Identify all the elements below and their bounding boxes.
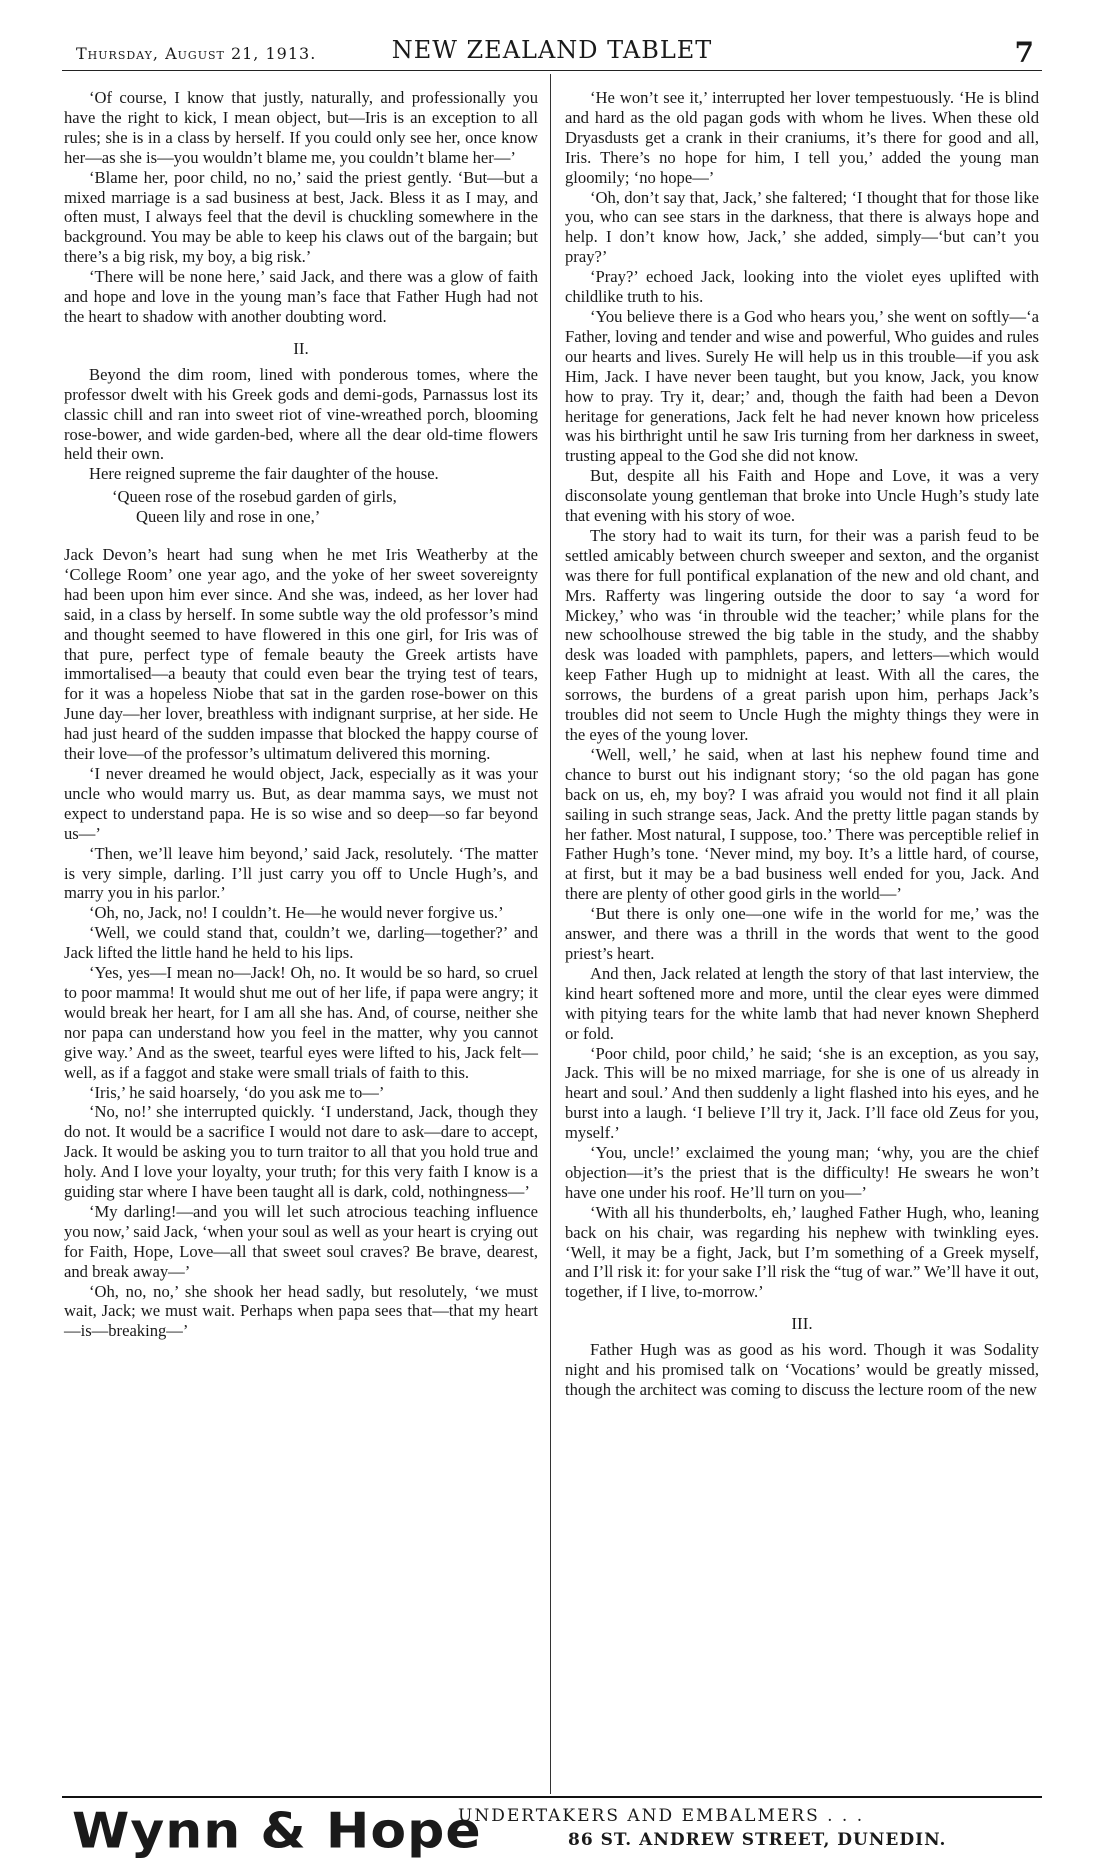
- paragraph: ‘I never dreamed he would object, Jack, especially as it was your uncle who would marry us. But, as dear mamma says, we must not expect to understand papa. He is so wise and so deep—so far beyond us—’: [64, 764, 538, 843]
- issue-date: Thursday, August 21, 1913.: [76, 44, 317, 63]
- paragraph: ‘Blame her, poor child, no no,’ said the priest gently. ‘But—but a mixed marriage is a sad business at best, Jack. Bless it as I may, and often must, I always feel that the devil is chuckling somewhere in the background. You may be able to keep his claws out of the bargain; but there’s a big risk, my boy, a big risk.’: [64, 167, 538, 267]
- paragraph: ‘No, no!’ she interrupted quickly. ‘I understand, Jack, though they do not. It would be a sacrifice I would not dare to ask—dare to accept, Jack. It would be asking you to turn traitor to all that you hold true and holy. And I love your loyalty, your truth; for this very faith I know is a guiding star where I have been taught all is dark, cold, nothingness—’: [64, 1102, 538, 1202]
- paragraph: The story had to wait its turn, for their was a parish feud to be settled amicably between church sweeper and sexton, and the organist was there for full pontifical explanation of the new and old chant, and Mrs. Rafferty was lingering outside the door to say ‘a word for Mickey,’ who was ‘in throuble wid the teacher;’ while plans for the new schoolhouse strewed the big table in the study, and the shabby desk was loaded with pamphlets, papers, and letters—which would keep Father Hugh up to midnight at least. With all the cares, the sorrows, the burdens of a great parish upon him, perhaps Jack’s troubles did not seem to Uncle Hugh the mighty things they were in the eyes of the young lover.: [565, 525, 1039, 744]
- paragraph: Father Hugh was as good as his word. Though it was Sodality night and his promised talk on ‘Vocations’ would be greatly missed, though the architect was coming to discuss the lecture room of the new: [565, 1340, 1039, 1399]
- section-heading: II.: [293, 338, 309, 358]
- advertiser-services: UNDERTAKERS AND EMBALMERS . . .: [458, 1806, 865, 1826]
- paragraph: But, despite all his Faith and Hope and Love, it was a very disconsolate young gentleman that broke into Uncle Hugh’s study late that evening with his story of woe.: [565, 466, 1039, 526]
- right-column: [565, 88, 1039, 1788]
- header-rule: [62, 70, 1042, 71]
- left-column: [64, 88, 538, 1788]
- section-heading: III.: [791, 1314, 813, 1334]
- paragraph: ‘Oh, don’t say that, Jack,’ she faltered; ‘I thought that for those like you, who can see stars in the darkness, that there is always hope and help. I don’t know how, Jack,’ she added, simply—‘but can’t you pray?’: [565, 187, 1039, 267]
- verse-line: Queen lily and rose in one,’: [136, 507, 321, 527]
- paragraph: And then, Jack related at length the story of that last interview, the kind heart softened more and more, until the clear eyes were dimmed with pitying tears for the white lamb that had never known Shepherd or fold.: [565, 963, 1039, 1043]
- paragraph: ‘Well, we could stand that, couldn’t we, darling—together?’ and Jack lifted the little hand he held to his lips.: [64, 923, 538, 963]
- verse-line: ‘Queen rose of the rosebud garden of girls,: [112, 487, 397, 507]
- paragraph: Here reigned supreme the fair daughter of the house.: [89, 464, 439, 484]
- page-number: 7: [1014, 36, 1034, 69]
- advertiser-address: 86 ST. ANDREW STREET, DUNEDIN.: [568, 1830, 947, 1850]
- verse-quote: [112, 487, 538, 527]
- paragraph: ‘Then, we’ll leave him beyond,’ said Jack, resolutely. ‘The matter is very simple, darling. I’ll just carry you off to Uncle Hugh’s, and marry you in his parlor.’: [64, 843, 538, 903]
- paragraph: ‘With all his thunderbolts, eh,’ laughed Father Hugh, who, leaning back on his chair, was regarding his nephew with twinkling eyes. ‘Well, it may be a fight, Jack, but I’m something of a Greek myself, and I’ll risk it: for your sake I’ll risk the “tug of war.” We’ll have it out, together, if I live, to-morrow.’: [565, 1202, 1039, 1302]
- paragraph: Beyond the dim room, lined with ponderous tomes, where the professor dwelt with his Greek gods and demi-gods, Parnassus lost its classic chill and ran into sweet riot of vine-wreathed porch, blooming rose-bower, and wide garden-bed, where all the dear old-time flowers held their own.: [64, 364, 538, 464]
- footer-rule: [62, 1796, 1042, 1798]
- paragraph: ‘There will be none here,’ said Jack, and there was a glow of faith and hope and love in the young man’s face that Father Hugh had not the heart to shadow with another doubting word.: [64, 267, 538, 326]
- page-header: [62, 36, 1042, 69]
- paragraph: ‘Oh, no, Jack, no! I couldn’t. He—he would never forgive us.’: [89, 903, 504, 923]
- paragraph: ‘Oh, no, no,’ she shook her head sadly, but resolutely, ‘we must wait, Jack; we must wait. Perhaps when papa sees that—that my heart—is—breaking—’: [64, 1281, 538, 1341]
- paragraph: ‘You believe there is a God who hears you,’ she went on softly—‘a Father, loving and tender and wise and powerful, Who guides and rules our hearts and lives. Surely He will help us in this trouble—if you ask Him, Jack. I have never been taught, but you know, Jack, you know how to pray. Try it, dear;’ and, though the faith had been a Devon heritage for generations, Jack felt he had never known how priceless was his birthright until he saw Iris turning from her darkness in sweet, trusting appeal to the God she did not know.: [565, 306, 1039, 466]
- newspaper-title: NEW ZEALAND TABLET: [391, 36, 713, 64]
- advertiser-logo: Wynn & Hope: [72, 1803, 482, 1861]
- paragraph: ‘My darling!—and you will let such atrocious teaching influence you now,’ said Jack, ‘when your soul as well as your heart is crying out for Faith, Hope, Love—all that sweet soul craves? Be brave, dearest, and break away—’: [64, 1201, 538, 1281]
- paragraph: ‘Pray?’ echoed Jack, looking into the violet eyes uplifted with childlike truth to his.: [565, 267, 1039, 307]
- paragraph: ‘He won’t see it,’ interrupted her lover tempestuously. ‘He is blind and hard as the old pagan gods with whom he lives. When these old Dryasdusts get a crank in their craniums, it’s there for good and all, Iris. There’s no hope for him, I tell you,’ added the young man gloomily; ‘no hope—’: [565, 88, 1039, 187]
- column-divider: [550, 74, 551, 1794]
- paragraph: ‘But there is only one—one wife in the world for me,’ was the answer, and there was a thrill in the words that went to the good priest’s heart.: [565, 904, 1039, 963]
- advertisement-banner: [62, 1802, 1042, 1864]
- paragraph: ‘Of course, I know that justly, naturally, and professionally you have the right to kick, I mean object, but—Iris is an exception to all rules; she is in a class by herself. If you could only see her, once know her—as she is—you wouldn’t blame me, you couldn’t blame her—’: [64, 88, 538, 167]
- paragraph: ‘Iris,’ he said hoarsely, ‘do you ask me to—’: [89, 1082, 385, 1102]
- paragraph: ‘Well, well,’ he said, when at last his nephew found time and chance to burst out his indignant story; ‘so the old pagan has gone back on us, eh, my boy? I was afraid you would not find it all plain sailing in such strange seas, Jack. And the pretty little pagan stands by her father. Most natural, I suppose, too.’ There was perceptible relief in Father Hugh’s tone. ‘Never mind, my boy. It’s a little hard, of course, at first, but it may be a bad business well ended for you, Jack. And there are plenty of other good girls in the world—’: [565, 744, 1039, 904]
- paragraph: ‘Poor child, poor child,’ he said; ‘she is an exception, as you say, Jack. This will be no mixed marriage, for she is one of us already in heart and soul.’ And then suddenly a light flashed into his eyes, and he burst into a laugh. ‘I believe I’ll try it, Jack. I’ll face old Zeus for you, myself.’: [565, 1043, 1039, 1143]
- paragraph: Jack Devon’s heart had sung when he met Iris Weatherby at the ‘College Room’ one year ago, and the yoke of her sweet sovereignty had been upon him ever since. And she was, indeed, as her lover had said, in a class by herself. In some subtle way the old professor’s mind and thought seemed to have flowered in this one girl, for Iris was of that pure, perfect type of female beauty the Greek artists have immortalised—a beauty that could even bear the trying test of tears, for it was a hopeless Niobe that sat in the garden rose-bower on this June day—her lover, breathless with indignant surprise, at her side. He had just heard of the sudden impasse that blocked the happy course of their love—of the professor’s ultimatum delivered this morning.: [64, 545, 538, 764]
- paragraph: ‘You, uncle!’ exclaimed the young man; ‘why, you are the chief objection—it’s the priest that is the difficulty! He swears he won’t have one under his roof. He’ll turn on you—’: [565, 1143, 1039, 1202]
- paragraph: ‘Yes, yes—I mean no—Jack! Oh, no. It would be so hard, so cruel to poor mamma! It would shut me out of her life, if papa were angry; it would break her heart, for I am all she has. And, of course, neither she nor papa can understand how you feel in the matter, why you cannot give way.’ And as the sweet, tearful eyes were lifted to his, Jack felt—well, as if a faggot and stake were small trials of faith to this.: [64, 963, 538, 1082]
